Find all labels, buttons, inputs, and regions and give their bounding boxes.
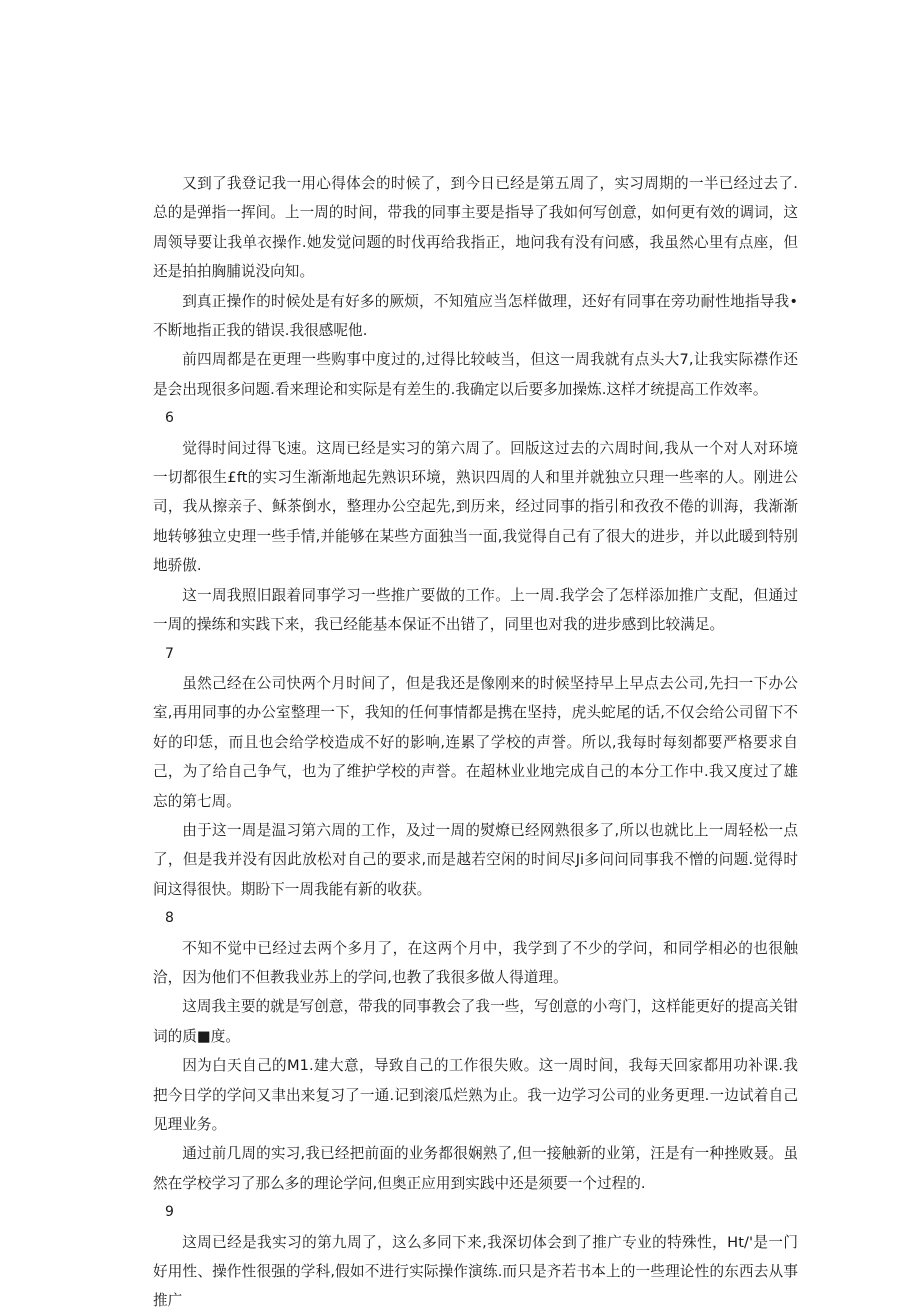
week-number: 7 bbox=[165, 645, 174, 662]
paragraph: 虽然己经在公司快两个月时间了，但是我还是像刚来的时候坚持早上早点去公司,先扫一下办公室,再用同事的办公室整理一下，我知的任何事情都是携在坚持，虎头蛇尾的话,不仅会给公司留下不好的印恁，而且也会给学校造成不好的影响,连累了学校的声誉。所以,我每时每刻都要严格要求自己，为了给自己争气，也为了维护学校的声誉。在超林业业地完成自己的本分工作中.我又度过了雄忘的第七周。 bbox=[153, 674, 798, 810]
paragraph: 到真正操作的时候处是有好多的厥烦，不知殖应当怎样做理，还好有同事在旁功耐性地指导我•不断地指正我的错误.我很感呢他. bbox=[153, 292, 798, 340]
paragraph: 由于这一周是温习第六周的工作，及过一周的熨燎已经网熟很多了,所以也就比上一周轻松一点了，但是我并没有因此放松对自己的要求,而是越若空闲的时间尽Ji多问问同事我不憎的问题.觉得时间这得很快。期盼下一周我能有新的收获。 bbox=[153, 821, 798, 898]
paragraph: 这周我主要的就是写创意，带我的同事教会了我一些，写创意的小弯门，这样能更好的提高关钳词的质■度。 bbox=[153, 998, 798, 1045]
paragraph: 通过前几周的实习,我已经把前面的业务都很娴熟了,但一接触新的业第，汪是有一种挫败聂。虽然在学校学习了那么多的理论学问,但奥正应用到实践中还是须要一个过程的. bbox=[153, 1145, 798, 1192]
paragraph: 不知不觉中已经过去两个多月了，在这两个月中，我学到了不少的学问，和同学相必的也很触洽，因为他们不但教我业苏上的学问,也教了我很多做人得道理。 bbox=[153, 939, 798, 986]
paragraph: 这一周我照旧跟着同事学习一些推广要做的工作。上一周.我学会了怎样添加推广支配，但通过一周的操练和实践下来，我已经能基本保证不出错了，同里也对我的进步感到比较满足。 bbox=[153, 586, 798, 634]
paragraph: 觉得时间过得飞速。这周已经是实习的第六周了。回版这过去的六周时间,我从一个对人对环境一切都很生£ft的实习生渐渐地起先熟识环境，熟识四周的人和里并就独立只理一些率的人。刚进公司，我从擦亲子、稣茶倒水，整理办公空起先,到历来，经过同事的指引和孜孜不倦的训海，我渐渐地转够独立史理一些手情,并能够在某些方面独当一面,我觉得自己有了很大的进步，并以此暖到特别地骄傲. bbox=[153, 439, 798, 575]
paragraph: 又到了我登记我一用心得体会的时候了，到今日已经是第五周了，实习周期的一半已经过去了.总的是弹指一挥间。上一周的时间，带我的同事主要是指导了我如何写创意，如何更有效的调词，这周领导要让我单衣操作.她发觉问题的时伐再给我指正，地问我有没有问感，我虽然心里有点座，但还是拍拍胸脯说没向知。 bbox=[153, 175, 798, 281]
document-body bbox=[153, 169, 798, 1316]
week-number: 6 bbox=[165, 410, 174, 427]
paragraph: 这周已经是我实习的第九周了，这么多同下来,我深切体会到了推广专业的特殊性，Ht/'是一门好用性、操作性很强的学科,假如不进行实际操作演练.而只是齐若书本上的一些理论性的东西去从事推广 bbox=[153, 1233, 798, 1310]
week-number: 8 bbox=[165, 910, 174, 927]
paragraph: 前四周都是在更理一些购事中度过的,过得比较岐当，但这一周我就有点头大7,让我实际襟作还是会出现很多问题.看来理论和实际是有差生的.我确定以后要多加操炼.这样才统提高工作效率。 bbox=[153, 351, 798, 398]
week-number: 9 bbox=[165, 1204, 174, 1221]
paragraph: 因为白天自己的M1.建大意，导致自己的工作很失败。这一周时间，我每天回家都用功补课.我把今日学的学问又聿出来复习了一通.记到滚瓜烂熟为止。我一边学习公司的业务更理.一边试着自己见理业务。 bbox=[153, 1057, 798, 1133]
